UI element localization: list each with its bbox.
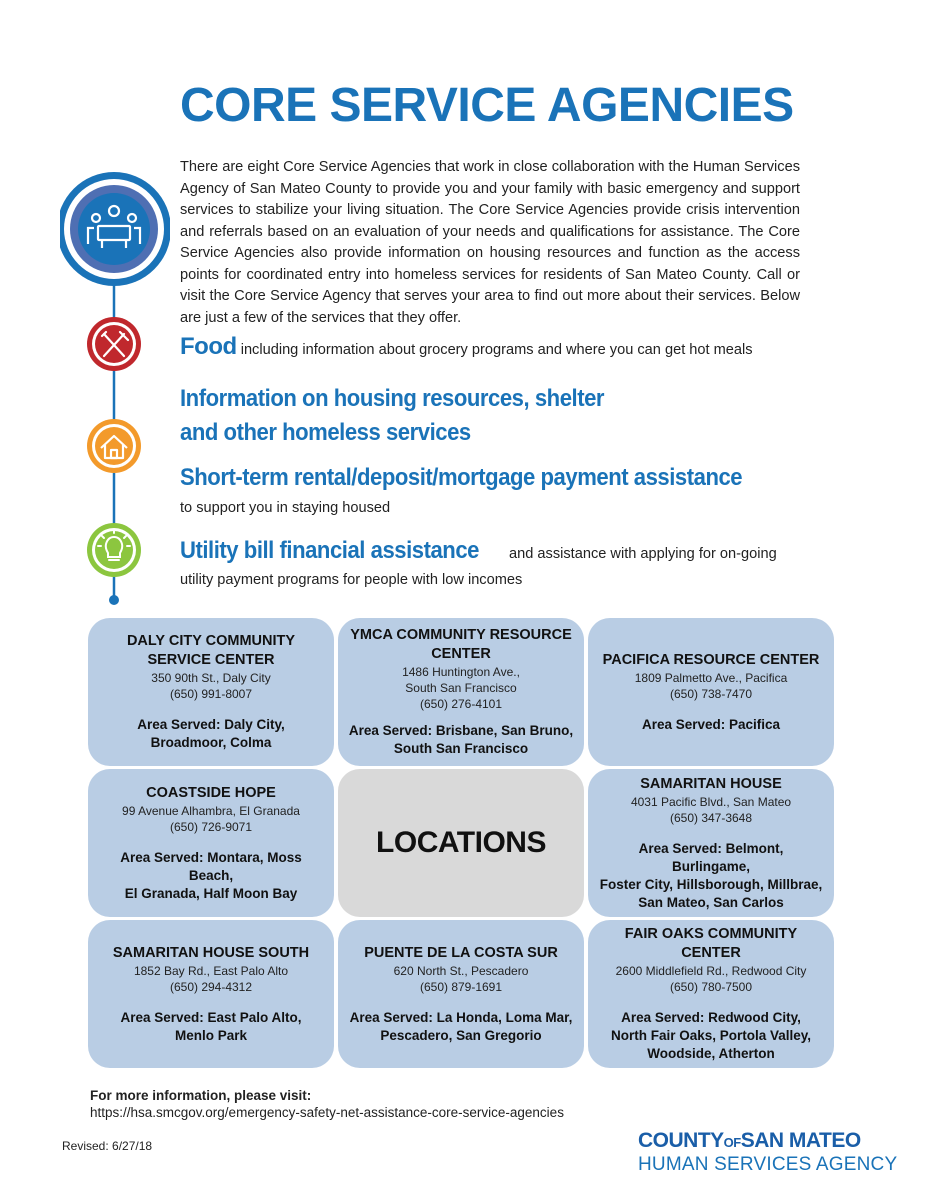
agency-area: Area Served: Redwood City, North Fair Oaks, Portola Valley, Woodside, Atherton — [610, 1010, 812, 1061]
agency-phone: (650) 726-9071 — [169, 819, 253, 834]
agency-area: Area Served: Daly City, Broadmoor, Colma — [137, 717, 285, 750]
agency-card-daly-city — [88, 618, 334, 766]
agency-name: SAMARITAN HOUSE SOUTH — [112, 944, 310, 961]
agency-phone: (650) 879-1691 — [419, 979, 503, 994]
agency-phone: (650) 738-7470 — [669, 686, 753, 701]
logo-county-line: COUNTYOFSAN MATEO — [638, 1129, 861, 1152]
service-rental — [180, 464, 820, 492]
agency-card-fair-oaks — [588, 920, 834, 1068]
agency-phone: (650) 780-7500 — [669, 980, 753, 994]
agency-name: FAIR OAKS COMMUNITY CENTER — [624, 926, 798, 961]
agency-area: Area Served: Belmont, Burlingame, Foster City, Hillsborough, Millbrae, San Mateo, San Carlos — [599, 840, 823, 910]
more-info-link[interactable]: https://hsa.smcgov.org/emergency-safety-net-assistance-core-service-agencies — [90, 1105, 564, 1120]
agency-name: SAMARITAN HOUSE — [640, 775, 782, 792]
agency-name: COASTSIDE HOPE — [146, 784, 276, 801]
timeline — [60, 160, 170, 620]
service-rental-heading: Short-term rental/deposit/mortgage payment assistance — [180, 464, 743, 491]
agency-address: 1486 Huntington Ave., — [402, 665, 520, 679]
agency-card-pacifica — [588, 618, 834, 766]
service-utility-text: and assistance with applying for on-going — [504, 546, 777, 562]
locations-label: LOCATIONS — [376, 826, 546, 859]
lightbulb-icon — [87, 523, 141, 577]
agency-phone: (650) 294-4312 — [169, 979, 253, 994]
service-housing-heading-1: Information on housing resources, shelter — [180, 385, 605, 412]
agency-card-ymca — [338, 618, 584, 766]
county-logo — [638, 1129, 898, 1176]
agency-name: YMCA COMMUNITY RESOURCE — [350, 627, 572, 643]
agency-area: Area Served: Brisbane, San Bruno, South San Francisco — [348, 723, 574, 756]
agency-address: 2600 Middlefield Rd., Redwood City — [615, 964, 807, 978]
agency-address: 99 Avenue Alhambra, El Granada — [122, 803, 300, 818]
agency-phone: (650) 347-3648 — [669, 810, 753, 825]
revised-date: Revised: 6/27/18 — [62, 1139, 153, 1153]
agency-card-samaritan-house-south — [88, 920, 334, 1068]
service-housing-heading-2: and other homeless services — [180, 419, 471, 446]
fork-knife-icon — [87, 317, 141, 371]
service-food-heading: Food — [180, 333, 237, 360]
agency-area: Area Served: East Palo Alto, Menlo Park — [120, 1009, 302, 1043]
service-food — [180, 333, 820, 361]
service-food-text: including information about grocery programs and where you can get hot meals — [236, 342, 753, 358]
meeting-people-icon — [60, 172, 170, 286]
agency-card-samaritan-house — [588, 769, 834, 917]
intro-paragraph: There are eight Core Service Agencies that work in close collaboration with the Human Services Agency of San Mateo County to provide you and your family with basic emergency and support services to stabilize your living situation. The Core Service Agencies provide crisis intervention and referrals based on an evaluation of your needs and qualifications for assistance. The Core Service Agencies also provide information on housing resources and function as the access points for coordinated entry into homeless services for residents of San Mateo County. Call or visit the Core Service Agency that serves your area to find out more about their services. Below are just a few of the services that they offer. — [180, 159, 800, 326]
service-utility-heading: Utility bill financial assistance — [180, 537, 479, 564]
agency-name-2: SERVICE CENTER — [147, 652, 275, 668]
service-housing — [180, 383, 740, 451]
agency-card-coastside-hope — [88, 769, 334, 917]
agency-address: 4031 Pacific Blvd., San Mateo — [630, 794, 792, 809]
logo-agency-line: HUMAN SERVICES AGENCY — [638, 1154, 898, 1175]
house-icon — [87, 419, 141, 473]
agency-name-2: CENTER — [431, 646, 491, 662]
more-info-label: For more information, please visit: — [90, 1088, 312, 1103]
agency-address: 350 90th St., Daly City — [151, 671, 271, 685]
service-utility — [180, 537, 820, 565]
agency-name: PACIFICA RESOURCE CENTER — [602, 651, 820, 668]
service-rental-text: to support you in staying housed — [180, 500, 391, 516]
agency-card-puente — [338, 920, 584, 1068]
agency-phone: (650) 276-4101 — [419, 697, 503, 711]
agency-address: 1852 Bay Rd., East Palo Alto — [133, 963, 289, 978]
page-title: CORE SERVICE AGENCIES — [180, 79, 794, 132]
agency-area: Area Served: La Honda, Loma Mar, Pescadero, San Gregorio — [349, 1009, 573, 1043]
agency-address: 620 North St., Pescadero — [393, 963, 529, 978]
agency-address-2: South San Francisco — [405, 681, 517, 695]
agency-area: Area Served: Montara, Moss Beach, El Granada, Half Moon Bay — [120, 849, 302, 901]
locations-card — [338, 769, 584, 917]
agency-phone: (650) 991-8007 — [169, 687, 253, 701]
agency-name: PUENTE DE LA COSTA SUR — [364, 944, 558, 961]
agency-address: 1809 Palmetto Ave., Pacifica — [634, 670, 788, 685]
service-utility-text-2: utility payment programs for people with low incomes — [180, 572, 523, 588]
agency-name: DALY CITY COMMUNITY — [126, 633, 296, 649]
agency-area: Area Served: Pacifica — [641, 716, 781, 732]
